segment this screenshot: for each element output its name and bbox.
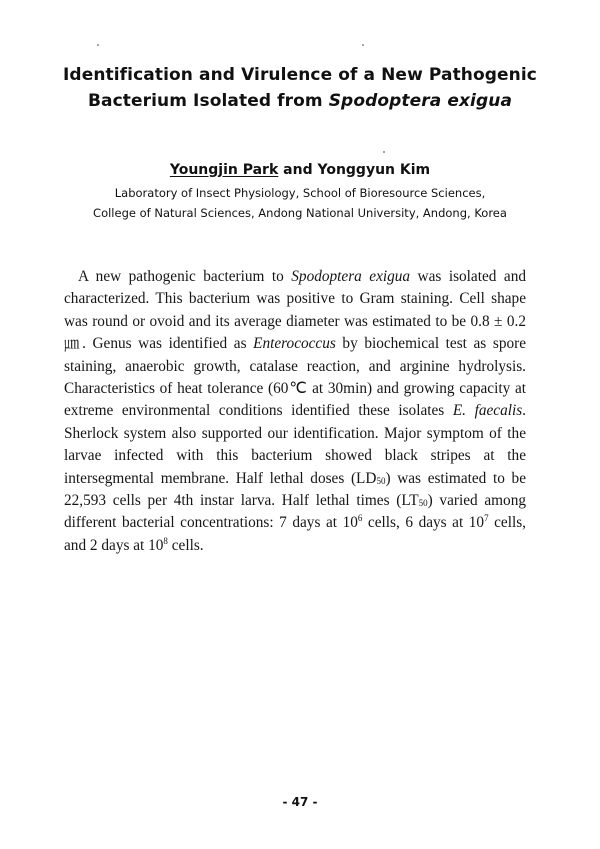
abstract-text: was isolated and characterized. This bacterium was positive to Gram staining. Cell shape was round or ovoid and its average diameter was estimated to be 0.8 ± 0.2 ㎛. Genus was identified as bbox=[64, 268, 526, 353]
abstract-text: cells. bbox=[167, 536, 204, 554]
author-list bbox=[0, 162, 600, 178]
author-2: Yonggyun Kim bbox=[317, 162, 431, 178]
scan-speck bbox=[383, 151, 385, 153]
title-line-2-prefix: Bacterium Isolated from bbox=[87, 91, 329, 111]
author-1: Youngjin Park bbox=[169, 162, 279, 178]
subscript: 50 bbox=[376, 475, 386, 486]
genus-name: Enterococcus bbox=[253, 335, 336, 353]
abstract-text: by biochemical test as spore staining, anaerobic growth, catalase reaction, and arginine hydrolysis. Characteristics of heat tolerance (60℃ at 30min) and growing capacity at extreme environmental conditions identified these isolates bbox=[64, 335, 526, 420]
abstract-paragraph bbox=[64, 266, 526, 557]
scan-speck bbox=[362, 44, 364, 46]
author-conjunction: and bbox=[283, 162, 313, 178]
title-line-2 bbox=[30, 88, 570, 114]
abstract-text: cells, 6 days at 10 bbox=[362, 514, 485, 532]
species-name: Spodoptera exigua bbox=[291, 268, 411, 285]
abstract-text: cells, and 2 days at 10 bbox=[64, 514, 526, 554]
page-number: - 47 - bbox=[282, 795, 318, 809]
paper-title bbox=[30, 62, 570, 114]
affiliation-line-1: Laboratory of Insect Physiology, School of Bioresource Sciences, bbox=[114, 186, 486, 200]
affiliation-line-2: College of Natural Sciences, Andong National University, Andong, Korea bbox=[93, 206, 507, 220]
abstract-text: ) varied among different bacterial concentrations: 7 days at 10 bbox=[64, 492, 526, 532]
exponent: 6 bbox=[357, 513, 363, 524]
subscript: 50 bbox=[418, 498, 428, 509]
abstract-text: ) was estimated to be 22,593 cells per 4th instar larva. Half lethal times (LT bbox=[64, 469, 526, 510]
abstract-text: . Sherlock system also supported our identification. Major symptom of the larvae infected with this bacterium showed black stripes at the intersegmental membrane. Half lethal doses (LD bbox=[64, 402, 526, 487]
title-line-1: Identification and Virulence of a New Pathogenic bbox=[63, 65, 537, 85]
exponent: 7 bbox=[484, 513, 489, 524]
species-name: E. faecalis bbox=[452, 402, 523, 420]
abstract-text: A new pathogenic bacterium to bbox=[78, 268, 292, 285]
title-species: Spodoptera exigua bbox=[328, 91, 513, 111]
exponent: 8 bbox=[163, 535, 168, 546]
scan-speck bbox=[97, 44, 99, 46]
